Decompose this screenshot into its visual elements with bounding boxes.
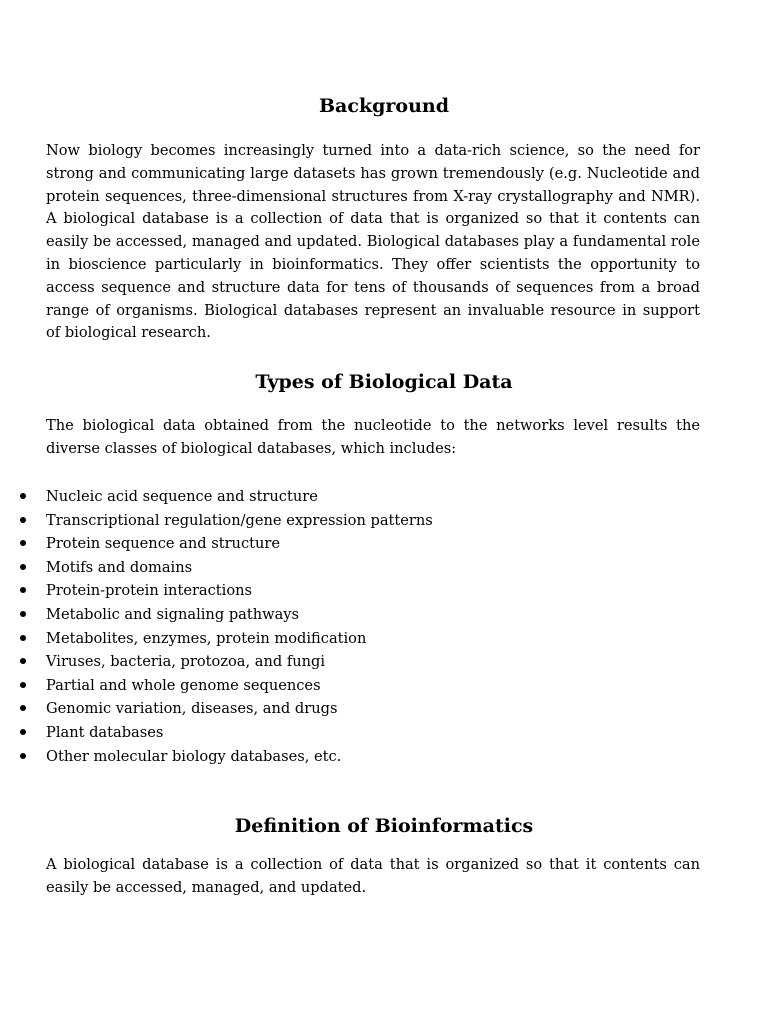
list-item: Metabolic and signaling pathways — [0, 603, 700, 627]
list-item: Protein sequence and structure — [0, 532, 700, 556]
list-item: Transcriptional regulation/gene expression patterns — [0, 509, 700, 533]
bullet-icon — [20, 753, 26, 759]
biological-data-types-list — [0, 485, 700, 768]
list-item: Partial and whole genome sequences — [0, 674, 700, 698]
list-item: Metabolites, enzymes, protein modification — [0, 627, 700, 651]
bullet-icon — [20, 682, 26, 688]
bullet-icon — [20, 493, 26, 499]
bullet-icon — [20, 729, 26, 735]
bullet-icon — [20, 635, 26, 641]
list-item: Other molecular biology databases, etc. — [0, 745, 700, 769]
bullet-icon — [20, 658, 26, 664]
definition-heading: Definition of Bioinformatics — [234, 815, 534, 837]
list-item: Protein-protein interactions — [0, 579, 700, 603]
bullet-icon — [20, 705, 26, 711]
types-heading: Types of Biological Data — [255, 371, 513, 393]
background-paragraph: Now biology becomes increasingly turned into a data-rich science, so the need for strong and communicating large datasets has grown tremendously (e.g. Nucleotide and protein sequences, three-dimensional structures from X-ray crystallography and NMR). A biological database is a collection of data that is organized so that it contents can easily be accessed, managed and updated. Biological databases play a fundamental role in bioscience particularly in bioinformatics. They offer scientists the opportunity to access sequence and structure data for tens of thousands of sequences from a broad range of organisms. Biological databases represent an invaluable resource in support of biological research. — [46, 142, 700, 342]
background-heading: Background — [319, 95, 449, 117]
list-item: Motifs and domains — [0, 556, 700, 580]
list-item: Plant databases — [0, 721, 700, 745]
bullet-icon — [20, 611, 26, 617]
list-item: Viruses, bacteria, protozoa, and fungi — [0, 650, 700, 674]
bullet-icon — [20, 587, 26, 593]
definition-paragraph: A biological database is a collection of data that is organized so that it contents can easily be accessed, managed, and updated. — [46, 856, 700, 896]
bullet-icon — [20, 564, 26, 570]
types-paragraph: The biological data obtained from the nucleotide to the networks level results the diverse classes of biological databases, which includes: — [46, 417, 700, 457]
bullet-icon — [20, 540, 26, 546]
list-item: Genomic variation, diseases, and drugs — [0, 697, 700, 721]
bullet-icon — [20, 517, 26, 523]
list-item: Nucleic acid sequence and structure — [0, 485, 700, 509]
